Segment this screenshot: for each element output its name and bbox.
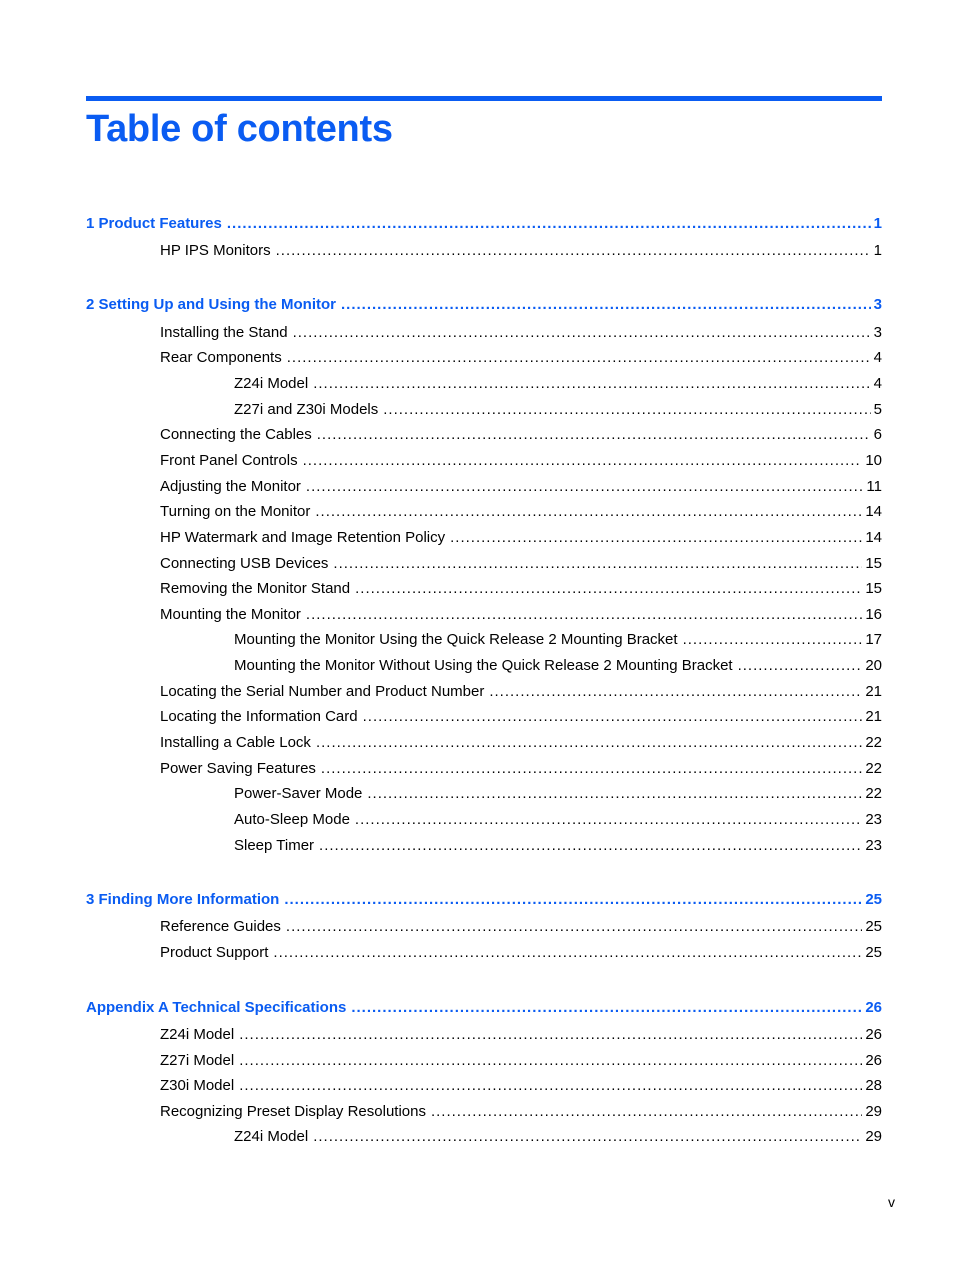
toc-entry-page: 25 xyxy=(865,944,882,961)
toc-section-link[interactable] xyxy=(160,241,882,261)
toc-entry-label: 1 Product Features xyxy=(86,215,222,232)
toc-section-link[interactable] xyxy=(160,605,882,625)
toc-entry-page: 15 xyxy=(865,555,882,572)
toc-entry-label: Locating the Information Card xyxy=(160,708,358,725)
toc-entry-label: Auto-Sleep Mode xyxy=(234,811,350,828)
toc-entry-page: 29 xyxy=(865,1128,882,1145)
dot-leader xyxy=(303,451,863,471)
dot-leader xyxy=(306,477,864,497)
toc-entry-page: 28 xyxy=(865,1077,882,1094)
toc-section-link[interactable] xyxy=(160,554,882,574)
toc-entry-label: Z24i Model xyxy=(160,1026,235,1043)
dot-leader xyxy=(738,656,863,676)
toc-entry-label: Product Support xyxy=(160,944,269,961)
dot-leader xyxy=(683,630,863,650)
toc-entry-page: 23 xyxy=(865,811,882,828)
toc-entry-page: 14 xyxy=(865,529,882,546)
dot-leader xyxy=(315,502,862,522)
toc-entry-page: 14 xyxy=(865,503,882,520)
toc-entry-page: 26 xyxy=(865,1026,882,1043)
toc-section-link[interactable] xyxy=(160,1051,882,1071)
dot-leader xyxy=(351,998,862,1018)
toc-entry-label: Locating the Serial Number and Product Number xyxy=(160,683,485,700)
toc-entry-label: Connecting the Cables xyxy=(160,426,312,443)
toc-entry-page: 15 xyxy=(865,580,882,597)
toc-section-link[interactable] xyxy=(160,348,882,368)
toc-section-link[interactable] xyxy=(160,1076,882,1096)
toc-entry-label: Z24i Model xyxy=(234,1128,309,1145)
toc-section-link[interactable] xyxy=(234,400,882,420)
toc-entry-label: HP Watermark and Image Retention Policy xyxy=(160,529,446,546)
toc-section-link[interactable] xyxy=(160,502,882,522)
page-title: Table of contents xyxy=(86,108,393,150)
dot-leader xyxy=(321,759,862,779)
dot-leader xyxy=(341,295,871,315)
toc-section-link[interactable] xyxy=(234,836,882,856)
toc-section-link[interactable] xyxy=(160,1102,882,1122)
toc-entry-label: Power Saving Features xyxy=(160,760,316,777)
toc-section-link[interactable] xyxy=(160,759,882,779)
page-number: v xyxy=(888,1194,895,1210)
toc-section-link[interactable] xyxy=(160,477,882,497)
dot-leader xyxy=(293,323,871,343)
toc-chapter-link[interactable] xyxy=(86,998,882,1018)
toc-entry-label: Z24i Model xyxy=(234,375,309,392)
toc-chapter-link[interactable] xyxy=(86,295,882,315)
toc-section-link[interactable] xyxy=(234,1127,882,1147)
dot-leader xyxy=(319,836,862,856)
dot-leader xyxy=(273,943,862,963)
dot-leader xyxy=(367,784,862,804)
dot-leader xyxy=(316,733,862,753)
dot-leader xyxy=(227,214,871,234)
toc-section-link[interactable] xyxy=(234,784,882,804)
toc-entry-page: 17 xyxy=(865,631,882,648)
toc-section-link[interactable] xyxy=(160,707,882,727)
dot-leader xyxy=(276,241,871,261)
toc-entry-page: 5 xyxy=(873,401,882,418)
toc-section-link[interactable] xyxy=(160,323,882,343)
toc-section-link[interactable] xyxy=(234,656,882,676)
dot-leader xyxy=(333,554,862,574)
toc-entry-page: 4 xyxy=(873,375,882,392)
toc-entry-page: 1 xyxy=(873,215,882,232)
toc-entry-label: Mounting the Monitor Using the Quick Release 2 Mounting Bracket xyxy=(234,631,678,648)
dot-leader xyxy=(489,682,862,702)
toc-entry-label: Removing the Monitor Stand xyxy=(160,580,351,597)
dot-leader xyxy=(363,707,863,727)
toc-section-link[interactable] xyxy=(160,425,882,445)
toc-entry-page: 3 xyxy=(873,324,882,341)
toc-chapter-link[interactable] xyxy=(86,890,882,910)
toc-entry-label: Mounting the Monitor Without Using the Quick Release 2 Mounting Bracket xyxy=(234,657,733,674)
toc-entry-page: 26 xyxy=(865,1052,882,1069)
toc-entry-label: 3 Finding More Information xyxy=(86,891,280,908)
toc-section-link[interactable] xyxy=(160,943,882,963)
toc-section-link[interactable] xyxy=(234,630,882,650)
toc-entry-label: Appendix A Technical Specifications xyxy=(86,999,347,1016)
dot-leader xyxy=(284,890,862,910)
dot-leader xyxy=(431,1102,862,1122)
toc-entry-page: 26 xyxy=(865,999,882,1016)
toc-entry-page: 25 xyxy=(865,918,882,935)
toc-section-link[interactable] xyxy=(160,579,882,599)
dot-leader xyxy=(286,917,862,937)
toc-entry-label: HP IPS Monitors xyxy=(160,242,271,259)
toc-section-link[interactable] xyxy=(160,917,882,937)
toc-entry-page: 11 xyxy=(866,478,882,495)
toc-entry-page: 1 xyxy=(873,242,882,259)
toc-entry-label: Rear Components xyxy=(160,349,282,366)
toc-entry-page: 25 xyxy=(865,891,882,908)
dot-leader xyxy=(239,1025,862,1045)
toc-entry-page: 29 xyxy=(865,1103,882,1120)
toc-entry-label: 2 Setting Up and Using the Monitor xyxy=(86,296,336,313)
dot-leader xyxy=(383,400,870,420)
dot-leader xyxy=(313,374,870,394)
toc-entry-label: Reference Guides xyxy=(160,918,281,935)
toc-entry-page: 22 xyxy=(865,785,882,802)
dot-leader xyxy=(450,528,862,548)
toc-entry-page: 21 xyxy=(865,683,882,700)
toc-entry-page: 3 xyxy=(873,296,882,313)
toc-entry-label: Z27i and Z30i Models xyxy=(234,401,379,418)
toc-entry-label: Installing the Stand xyxy=(160,324,288,341)
toc-entry-label: Power-Saver Mode xyxy=(234,785,363,802)
toc-entry-label: Turning on the Monitor xyxy=(160,503,311,520)
toc-entry-page: 6 xyxy=(873,426,882,443)
toc-entry-label: Recognizing Preset Display Resolutions xyxy=(160,1103,426,1120)
toc-entry-page: 4 xyxy=(873,349,882,366)
toc-section-link[interactable] xyxy=(160,682,882,702)
toc-entry-page: 20 xyxy=(865,657,882,674)
toc-entry-label: Sleep Timer xyxy=(234,837,315,854)
dot-leader xyxy=(355,579,862,599)
dot-leader xyxy=(239,1076,862,1096)
dot-leader xyxy=(239,1051,862,1071)
toc-entry-page: 22 xyxy=(865,760,882,777)
toc-section-link[interactable] xyxy=(160,733,882,753)
toc-entry-page: 23 xyxy=(865,837,882,854)
dot-leader xyxy=(287,348,871,368)
dot-leader xyxy=(355,810,862,830)
toc-section-link[interactable] xyxy=(234,374,882,394)
toc-section-link[interactable] xyxy=(160,451,882,471)
toc-entry-label: Connecting USB Devices xyxy=(160,555,329,572)
toc-entry-page: 16 xyxy=(865,606,882,623)
dot-leader xyxy=(317,425,871,445)
toc-entry-label: Mounting the Monitor xyxy=(160,606,301,623)
toc-entry-label: Front Panel Controls xyxy=(160,452,298,469)
dot-leader xyxy=(313,1127,862,1147)
toc-section-link[interactable] xyxy=(160,528,882,548)
toc-entry-label: Z27i Model xyxy=(160,1052,235,1069)
dot-leader xyxy=(306,605,862,625)
toc-section-link[interactable] xyxy=(160,1025,882,1045)
toc-section-link[interactable] xyxy=(234,810,882,830)
toc-entry-label: Installing a Cable Lock xyxy=(160,734,311,751)
toc-chapter-link[interactable] xyxy=(86,214,882,234)
toc-entry-label: Z30i Model xyxy=(160,1077,235,1094)
toc-entry-page: 10 xyxy=(865,452,882,469)
toc-entry-label: Adjusting the Monitor xyxy=(160,478,301,495)
toc-entry-page: 22 xyxy=(865,734,882,751)
toc-entry-page: 21 xyxy=(865,708,882,725)
